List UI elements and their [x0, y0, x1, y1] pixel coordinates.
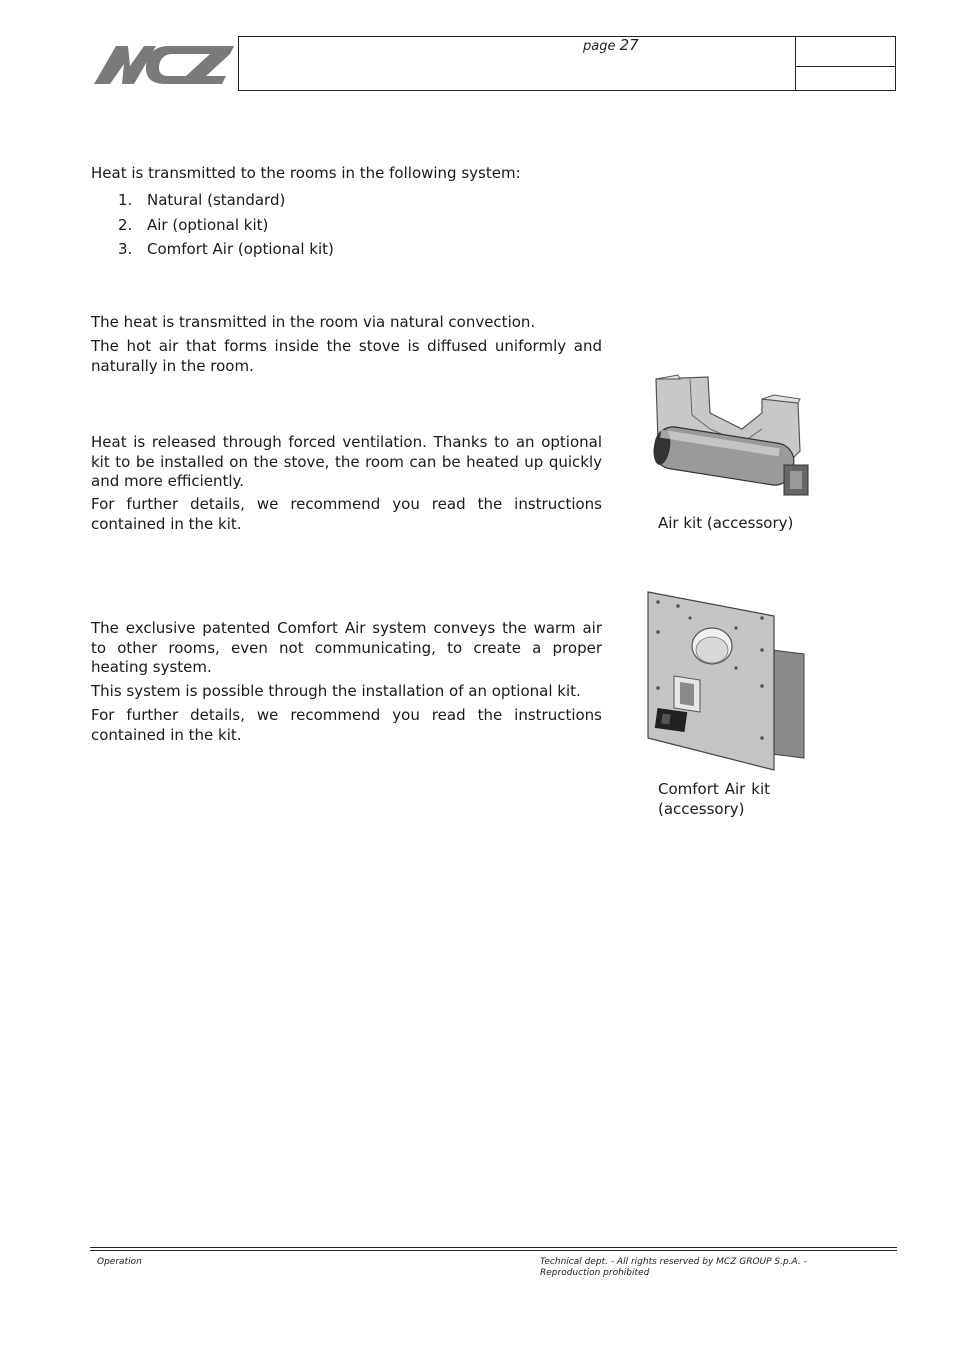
list-item: 3. Comfort Air (optional kit) [118, 240, 334, 258]
header-divider [795, 66, 895, 67]
header-box [238, 36, 896, 91]
natural-paragraph-2: The hot air that forms inside the stove is diffused uniformly and naturally in the room. [91, 337, 602, 375]
footer-rule [90, 1250, 897, 1251]
comfort-air-kit-caption: Comfort Air kit (accessory) [658, 780, 770, 818]
natural-paragraph-1: The heat is transmitted in the room via natural convection. [91, 313, 536, 331]
footer-section: Operation [97, 1257, 142, 1267]
comfort-paragraph-2: This system is possible through the installation of an optional kit. [91, 682, 581, 700]
footer-copyright: Technical dept. - All rights reserved by MCZ GROUP S.p.A. - Reproduction prohibited [540, 1257, 807, 1278]
header-divider [795, 37, 796, 90]
footer-rule [90, 1247, 897, 1248]
air-paragraph-2: For further details, we recommend you read the instructions contained in the kit. [91, 495, 602, 533]
page-number [583, 36, 639, 54]
mcz-logo [92, 40, 234, 88]
air-kit-image [650, 373, 812, 505]
list-item: 2. Air (optional kit) [118, 215, 269, 234]
comfort-paragraph-3: For further details, we recommend you read the instructions contained in the kit. [91, 706, 602, 744]
comfort-air-kit-image [644, 588, 808, 772]
heating-systems-list [118, 188, 334, 262]
air-paragraph-1: Heat is released through forced ventilation. Thanks to an optional kit to be installed on the stove, the room can be heated up quickly and more efficiently. [91, 433, 602, 490]
page-number-value: 27 [619, 36, 639, 54]
intro-text: Heat is transmitted to the rooms in the following system: [91, 164, 521, 182]
air-kit-caption: Air kit (accessory) [658, 514, 794, 532]
list-item: 1. Natural (standard) [118, 191, 286, 209]
page-label: page [583, 39, 616, 54]
comfort-paragraph-1: The exclusive patented Comfort Air system conveys the warm air to other rooms, even not communicating, to create a proper heating system. [91, 619, 602, 676]
